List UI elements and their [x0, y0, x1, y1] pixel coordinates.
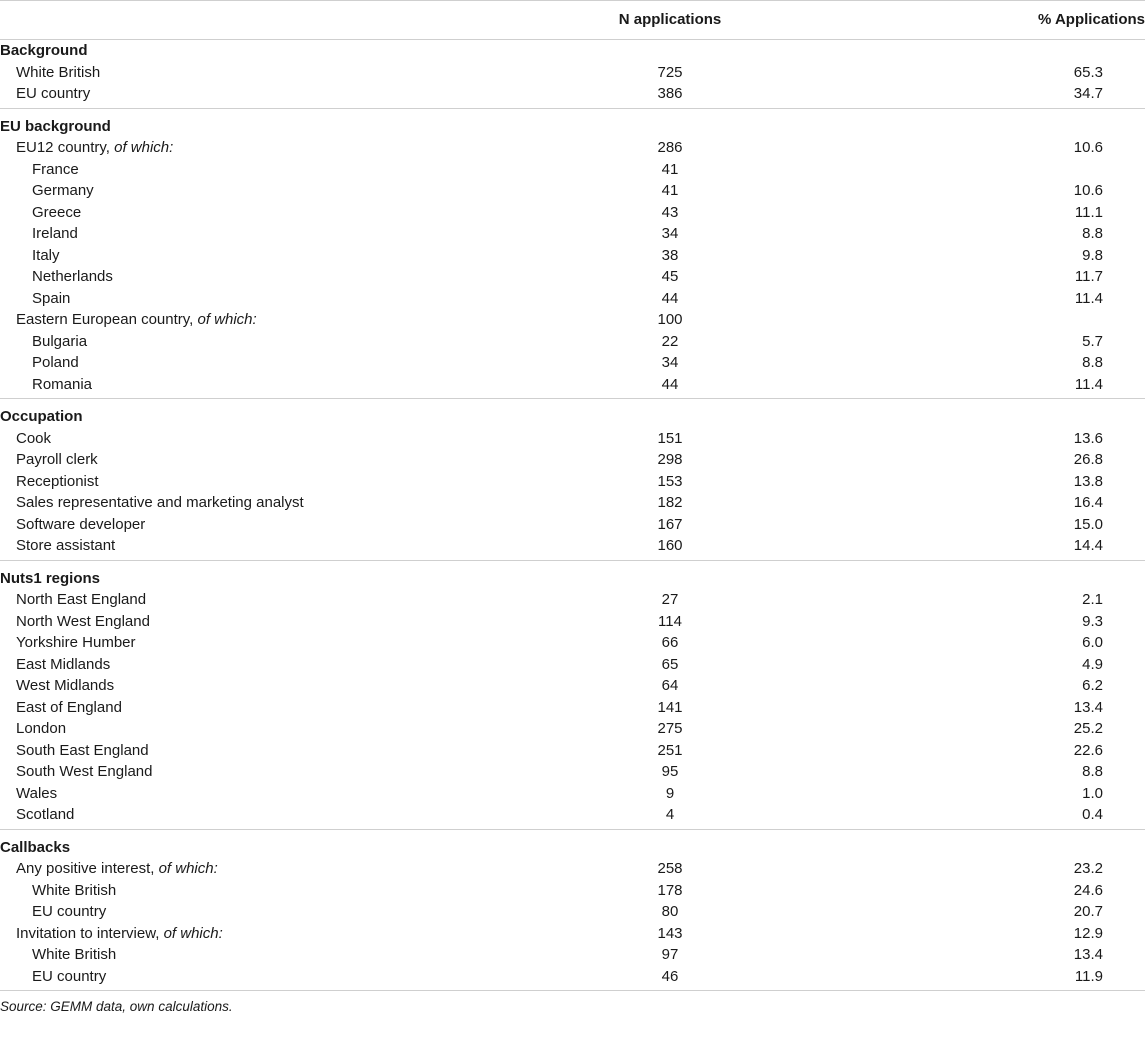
table-row [0, 159, 1145, 181]
pct-applications-cell: 10.6 [1073, 139, 1103, 156]
table-row [0, 288, 1145, 310]
section-heading-row [0, 830, 1145, 859]
pct-applications-cell: 14.4 [1073, 537, 1103, 554]
row-label-cell [0, 288, 530, 310]
row-label: Store assistant [16, 537, 116, 554]
header-row [0, 1, 1145, 40]
row-label: East Midlands [16, 655, 111, 673]
pct-applications-cell: 13.6 [1073, 429, 1103, 447]
n-applications-cell: 258 [657, 860, 683, 877]
pct-applications-cell: 11.7 [1074, 268, 1103, 285]
row-label: Receptionist [16, 472, 99, 490]
row-label: Eastern European country, [16, 311, 198, 328]
row-label: Scotland [16, 806, 75, 823]
table-row [0, 202, 1145, 224]
n-applications-cell: 64 [661, 677, 679, 694]
n-applications-cell: 151 [657, 429, 683, 447]
row-label-suffix: of which: [197, 311, 257, 328]
row-label: White British [16, 63, 101, 81]
n-applications-cell: 4 [665, 806, 675, 823]
n-applications-cell: 27 [661, 591, 679, 608]
table-row [0, 675, 1145, 697]
row-label: Poland [32, 354, 79, 371]
n-applications-cell: 80 [661, 903, 679, 920]
row-label: EU country [32, 903, 107, 920]
n-applications-cell: 182 [657, 494, 683, 511]
pct-applications-cell: 6.2 [1082, 677, 1103, 694]
row-label-cell [0, 266, 530, 288]
table-row [0, 83, 1145, 105]
n-applications-cell: 65 [661, 655, 679, 673]
row-label: Italy [32, 246, 60, 264]
table-row [0, 180, 1145, 202]
pct-applications-cell: 11.1 [1074, 203, 1103, 221]
row-label: Greece [32, 203, 82, 221]
source-note: Source: GEMM data, own calculations. [0, 999, 233, 1014]
table-row [0, 374, 1145, 396]
pct-applications-cell: 8.8 [1082, 225, 1103, 242]
pct-applications-cell: 16.4 [1073, 494, 1103, 511]
n-applications-cell: 298 [657, 451, 683, 468]
table-row [0, 428, 1145, 450]
table-bottom-rule [0, 991, 1145, 992]
header-n-applications: N applications [530, 1, 810, 40]
table-row [0, 804, 1145, 826]
table-row [0, 266, 1145, 288]
pct-applications-cell: 65.3 [1073, 63, 1103, 81]
row-label-cell [0, 783, 530, 805]
pct-applications-cell: 13.8 [1073, 472, 1103, 490]
pct-applications-cell [810, 309, 1145, 331]
pct-applications-cell: 12.9 [1073, 924, 1103, 942]
row-label-cell [0, 535, 530, 557]
row-label-cell [0, 449, 530, 471]
n-applications-cell: 95 [661, 763, 679, 780]
pct-applications-cell: 25.2 [1073, 720, 1103, 737]
table-row [0, 632, 1145, 654]
n-applications-cell: 251 [657, 741, 683, 759]
row-label: Bulgaria [32, 332, 88, 350]
pct-applications-cell: 8.8 [1082, 354, 1103, 371]
pct-applications-cell: 15.0 [1073, 515, 1103, 533]
n-applications-cell: 44 [661, 289, 679, 307]
row-label-cell [0, 492, 530, 514]
row-label-cell [0, 718, 530, 740]
n-applications-cell: 725 [657, 63, 683, 81]
n-applications-cell: 153 [657, 472, 683, 490]
row-label: South West England [16, 763, 153, 780]
row-label: EU country [16, 85, 91, 102]
pct-applications-cell: 26.8 [1073, 451, 1103, 468]
table-row [0, 880, 1145, 902]
pct-applications-cell: 13.4 [1073, 946, 1103, 963]
row-label-cell [0, 740, 530, 762]
table-row [0, 471, 1145, 493]
header-label [0, 1, 530, 40]
row-label-suffix: of which: [114, 139, 174, 156]
row-label-cell [0, 471, 530, 493]
row-label-cell [0, 374, 530, 396]
row-label-cell [0, 202, 530, 224]
row-label-cell [0, 309, 530, 331]
n-applications-cell: 275 [657, 720, 683, 737]
row-label-cell [0, 923, 530, 945]
row-label-suffix: of which: [158, 860, 218, 877]
row-label-cell [0, 966, 530, 988]
row-label-cell [0, 589, 530, 611]
n-applications-cell: 141 [657, 698, 683, 716]
pct-applications-cell: 13.4 [1073, 698, 1103, 716]
row-label-cell [0, 675, 530, 697]
row-label-cell [0, 223, 530, 245]
table-row [0, 62, 1145, 84]
section-title: Occupation [0, 408, 83, 425]
pct-applications-cell: 8.8 [1082, 763, 1103, 780]
row-label-cell [0, 514, 530, 536]
header-pct-applications: % Applications [810, 1, 1145, 40]
row-label: North East England [16, 591, 147, 608]
row-label-cell [0, 761, 530, 783]
row-label-cell [0, 428, 530, 450]
row-label: Cook [16, 429, 52, 447]
table-row [0, 449, 1145, 471]
table-row [0, 901, 1145, 923]
n-applications-cell: 38 [661, 246, 679, 264]
table-row [0, 514, 1145, 536]
pct-applications-cell: 34.7 [1073, 85, 1103, 102]
row-label-cell [0, 858, 530, 880]
table-row [0, 740, 1145, 762]
row-label: Germany [32, 182, 94, 199]
row-label-cell [0, 83, 530, 105]
pct-applications-cell: 4.9 [1082, 655, 1103, 673]
table-row [0, 223, 1145, 245]
row-label: Romania [32, 375, 93, 393]
n-applications-cell: 66 [661, 634, 679, 651]
row-label-cell [0, 880, 530, 902]
table-row [0, 589, 1145, 611]
row-label-cell [0, 944, 530, 966]
row-label: Any positive interest, [16, 860, 159, 877]
pct-applications-cell: 22.6 [1073, 741, 1103, 759]
row-label-cell [0, 804, 530, 826]
n-applications-cell: 286 [657, 139, 683, 156]
row-label: Invitation to interview, [16, 924, 164, 942]
table-row [0, 611, 1145, 633]
table-row [0, 654, 1145, 676]
row-label-cell [0, 632, 530, 654]
row-label: EU country [32, 967, 107, 985]
n-applications-cell: 167 [657, 515, 683, 533]
row-label: South East England [16, 741, 149, 759]
n-applications-cell: 9 [665, 784, 675, 802]
pct-applications-cell: 20.7 [1073, 903, 1103, 920]
row-label-cell [0, 159, 530, 181]
n-applications-cell: 34 [661, 225, 679, 242]
pct-applications-cell: 9.8 [1082, 246, 1103, 264]
row-label-cell [0, 137, 530, 159]
row-label-cell [0, 331, 530, 353]
n-applications-cell: 41 [661, 160, 679, 178]
n-applications-cell: 178 [657, 881, 683, 899]
table-body [0, 40, 1145, 992]
row-label-cell [0, 62, 530, 84]
n-applications-cell: 46 [661, 967, 679, 985]
section-title: Nuts1 regions [0, 569, 101, 587]
row-label: London [16, 720, 67, 737]
row-label-cell [0, 180, 530, 202]
pct-applications-cell: 9.3 [1082, 612, 1103, 630]
section-title: Background [0, 42, 88, 59]
pct-applications-cell: 11.4 [1074, 375, 1103, 393]
row-label-cell [0, 901, 530, 923]
row-label: Sales representative and marketing analyst [16, 494, 304, 511]
pct-applications-cell: 11.4 [1074, 289, 1103, 307]
section-heading-row [0, 399, 1145, 428]
pct-applications-cell: 23.2 [1073, 860, 1103, 877]
section-title: EU background [0, 117, 111, 135]
table-row [0, 697, 1145, 719]
row-label: White British [32, 881, 117, 899]
row-label: EU12 country, [16, 139, 115, 156]
n-applications-cell: 44 [661, 375, 679, 393]
row-label: Software developer [16, 515, 146, 533]
table-row [0, 309, 1145, 331]
n-applications-cell: 160 [657, 537, 683, 554]
pct-applications-cell: 6.0 [1082, 634, 1103, 651]
n-applications-cell: 34 [661, 354, 679, 371]
n-applications-cell: 386 [657, 85, 683, 102]
row-label: North West England [16, 612, 150, 630]
n-applications-cell: 143 [657, 924, 683, 942]
section-heading-row [0, 40, 1145, 62]
table-row [0, 352, 1145, 374]
pct-applications-cell: 2.1 [1082, 591, 1103, 608]
n-applications-cell: 114 [658, 612, 682, 630]
row-label: Ireland [32, 225, 78, 242]
pct-applications-cell: 10.6 [1073, 182, 1103, 199]
row-label: Wales [16, 784, 58, 802]
table-row [0, 492, 1145, 514]
section-title: Callbacks [0, 838, 71, 856]
n-applications-cell: 100 [657, 311, 683, 328]
row-label-suffix: of which: [163, 924, 223, 942]
row-label: East of England [16, 698, 122, 716]
row-label: White British [32, 946, 117, 963]
n-applications-cell: 41 [661, 182, 679, 199]
pct-applications-cell: 5.7 [1082, 332, 1103, 350]
table-row [0, 535, 1145, 557]
n-applications-cell: 22 [661, 332, 679, 350]
row-label-cell [0, 352, 530, 374]
n-applications-cell: 43 [661, 203, 679, 221]
pct-applications-cell: 1.0 [1082, 784, 1103, 802]
pct-applications-cell: 11.9 [1074, 967, 1103, 985]
pct-applications-cell: 0.4 [1082, 806, 1103, 823]
row-label-cell [0, 245, 530, 267]
table-row [0, 761, 1145, 783]
table-row [0, 331, 1145, 353]
pct-applications-cell: 24.6 [1073, 881, 1103, 899]
table-row [0, 137, 1145, 159]
table-row [0, 923, 1145, 945]
row-label-cell [0, 697, 530, 719]
row-label-cell [0, 654, 530, 676]
table-row [0, 783, 1145, 805]
table-row [0, 718, 1145, 740]
row-label: Yorkshire Humber [16, 634, 136, 651]
n-applications-cell: 97 [661, 946, 679, 963]
section-heading-row [0, 561, 1145, 590]
table-row [0, 944, 1145, 966]
table-row [0, 966, 1145, 988]
row-label: France [32, 160, 79, 178]
row-label-cell [0, 611, 530, 633]
table-row [0, 245, 1145, 267]
row-label: Spain [32, 289, 71, 307]
row-label: West Midlands [16, 677, 115, 694]
row-label: Payroll clerk [16, 451, 98, 468]
table-row [0, 858, 1145, 880]
section-heading-row [0, 109, 1145, 138]
row-label: Netherlands [32, 268, 113, 285]
pct-applications-cell [810, 159, 1145, 181]
n-applications-cell: 45 [661, 268, 679, 285]
